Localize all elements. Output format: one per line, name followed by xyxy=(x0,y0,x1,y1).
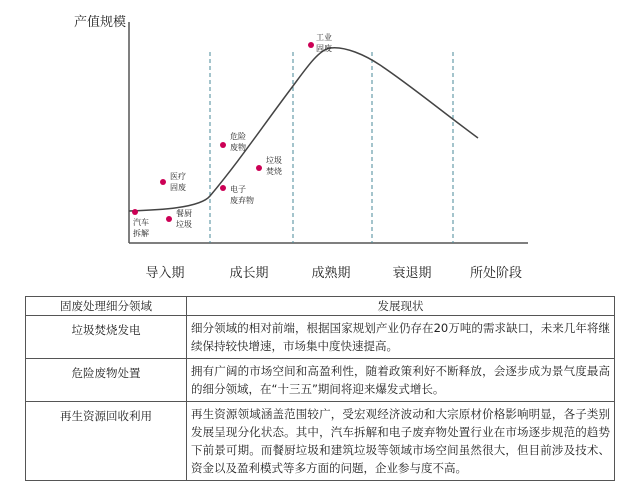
point-label: 垃圾 xyxy=(176,220,192,229)
point-label: 汽车 xyxy=(133,218,149,227)
row-desc: 细分领域的相对前端，根据国家规划产业仍存在20万吨的需求缺口，未来几年将继续保持较快增速，市场集中度快速提高。 xyxy=(187,316,615,359)
point-marker xyxy=(256,165,262,171)
row-desc: 拥有广阔的市场空间和高盈利性，随着政策利好不断释放，会逐步成为景气度最高的细分领域，在“十三五”期间将迎来爆发式增长。 xyxy=(187,359,615,402)
row-field: 垃圾焚烧发电 xyxy=(26,316,187,359)
stage-label-decline: 衰退期 xyxy=(392,266,432,281)
point-marker xyxy=(308,42,314,48)
table-header-row xyxy=(26,297,615,316)
point-marker xyxy=(166,216,172,222)
stage-label-mature: 成熟期 xyxy=(311,266,351,281)
point-label: 垃圾 xyxy=(266,156,282,165)
point-label: 拆解 xyxy=(133,229,149,238)
table-row xyxy=(26,359,615,402)
point-label: 医疗 xyxy=(170,172,186,181)
header-status: 发展现状 xyxy=(187,297,615,316)
point-label: 废弃物 xyxy=(230,196,254,205)
point-kitchen-waste xyxy=(166,208,192,229)
point-label: 焚烧 xyxy=(266,167,282,176)
status-table xyxy=(25,296,615,481)
point-label: 固废 xyxy=(170,183,186,192)
point-hazardous-waste xyxy=(220,131,246,152)
point-medical-waste xyxy=(160,171,186,192)
point-label: 餐厨 xyxy=(176,209,192,218)
row-field: 再生资源回收利用 xyxy=(26,402,187,481)
header-field: 固废处理细分领域 xyxy=(26,297,187,316)
point-label: 工业 xyxy=(316,33,332,42)
point-marker xyxy=(220,185,226,191)
point-marker xyxy=(160,179,166,185)
row-field: 危险废物处置 xyxy=(26,359,187,402)
point-label: 危险 xyxy=(230,132,246,141)
stage-label-intro: 导入期 xyxy=(145,266,185,281)
point-industrial-waste xyxy=(308,32,332,53)
x-axis-label: 所处阶段 xyxy=(469,266,523,281)
point-label: 固废 xyxy=(316,44,332,53)
table-row xyxy=(26,316,615,359)
point-marker xyxy=(132,209,138,215)
table-row xyxy=(26,402,615,481)
point-e-waste xyxy=(220,184,254,205)
stage-label-growth: 成长期 xyxy=(229,266,269,281)
point-label: 电子 xyxy=(230,185,246,194)
point-auto-dismantling xyxy=(132,209,149,238)
point-waste-incineration xyxy=(256,155,282,176)
point-label: 废物 xyxy=(230,143,246,152)
y-axis-label: 产值规模 xyxy=(74,15,127,30)
row-desc: 再生资源领域涵盖范围较广，受宏观经济波动和大宗原材价格影响明显，各子类别发展呈现分化状态。其中，汽车拆解和电子废弃物处置行业在市场逐步规范的趋势下前景可期。而餐厨垃圾和建筑垃圾等领域市场空间虽然很大，但目前涉及技术、资金以及盈利模式等多方面的问题，企业参与度不高。 xyxy=(187,402,615,481)
point-marker xyxy=(220,142,226,148)
